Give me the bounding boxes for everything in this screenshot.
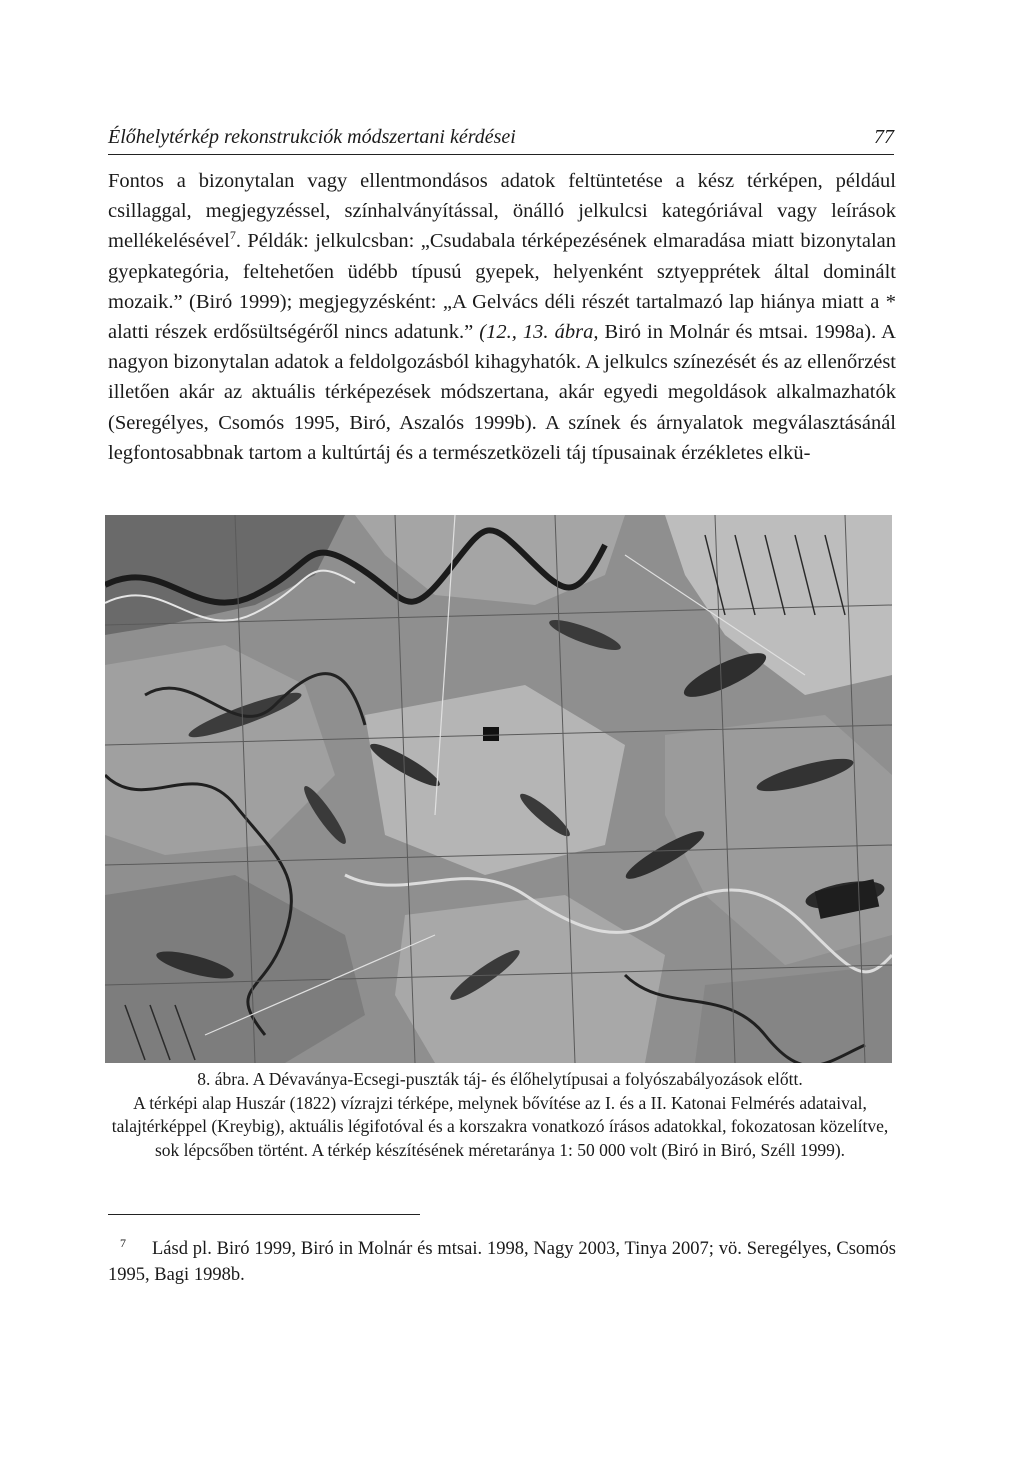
running-title: Élőhelytérkép rekonstrukciók módszertani kérdései: [108, 126, 516, 148]
footnote-mark: 7: [120, 1235, 126, 1250]
body-text-part-3: Biró in Molnár és mtsai. 1998a). A nagyon bizonytalan adatok a feldolgozásból kihagyhatók. A jelkulcs színezését és az ellenőrzést illetően akár az aktuális térképezések módszertana, akár egyedi megoldások alkalmazhatók (Seregélyes, Csomós 1995, Biró, Aszalós 1999b). A színek és árnyalatok megválasztásánál legfontosabbnak tartom a kultúrtáj és a természetközeli táj típusainak érzékletes elkü-: [108, 321, 896, 464]
running-header: [108, 126, 894, 156]
body-text-part-1: Fontos a bizonytalan vagy ellentmondásos adatok feltüntetése a kész térképen, például csillaggal, megjegyzéssel, színhalványítással, önálló jelkulcsi kategóriával vagy leírások mellékelésével: [108, 170, 896, 253]
footnote-reference[interactable]: 7: [229, 228, 236, 243]
caption-description: A térképi alap Huszár (1822) vízrajzi térképe, melynek bővítése az I. és a II. Katonai Felmérés adataival, talajtérképpel (Kreybig), aktuális légifotóval és a korszakra vonatkozó írásos adatokkal, fokozatosan közelítve, sok lépcsőben történt. A térkép készítésének méretaránya 1: 50 000 volt (Biró in Biró, Széll 1999).: [111, 1092, 889, 1160]
habitat-map-image: [105, 515, 892, 1063]
footnote: [108, 1236, 896, 1288]
footnote-text: Lásd pl. Biró 1999, Biró in Molnár és mtsai. 1998, Nagy 2003, Tinya 2007; vö. Seregélyes, Csomós 1995, Bagi 1998b.: [108, 1239, 896, 1285]
page-number: 77: [874, 126, 894, 148]
figure-caption: [100, 1068, 900, 1162]
body-paragraph: [108, 166, 896, 468]
figure-reference: (12., 13. ábra,: [479, 321, 599, 344]
caption-first-line: 8. ábra. A Dévaványa-Ecsegi-puszták táj- és élőhelytípusai a folyószabályozások előtt.: [197, 1069, 803, 1089]
footnote-rule: [108, 1214, 420, 1215]
body-text-part-2: . Példák: jelkulcsban: „Csudabala térképezésének elmaradása miatt bizonytalan gyepkategória, feltehetően üdébb típusú gyepek, helyenként sztyepprétek által dominált mozaik.” (Biró 1999); megjegyzésként: „A Gelvács déli részét tartalmazó lap hiánya miatt a * alatti részek erdősültségéről nincs adatunk.”: [108, 230, 896, 344]
habitat-map-figure: [105, 515, 892, 1063]
header-rule: [108, 154, 894, 155]
